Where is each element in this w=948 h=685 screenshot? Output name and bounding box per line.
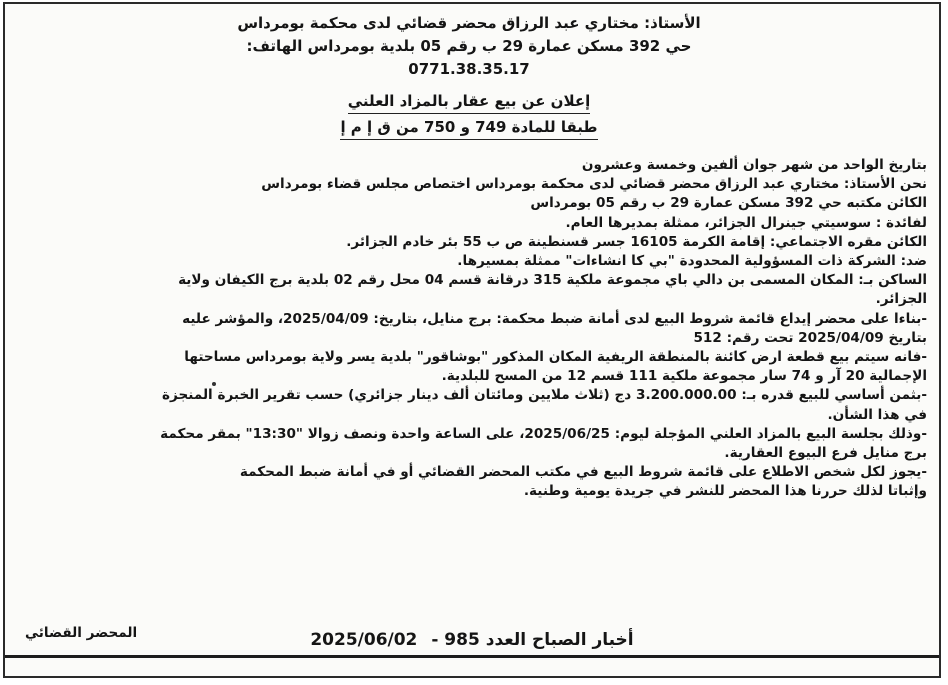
body-line: -بناءا على محضر إيداع قائمة شروط البيع لدى أمانة ضبط محكمة: برج منايل، بتاريخ: 2025/04/09، والمؤشر عليه (182, 310, 927, 327)
body-line: لفائدة : سوسيتي جينرال الجزائر، ممثلة بمديرها العام. (565, 214, 927, 231)
body-line: بتاريخ 2025/04/09 تحت رقم: 512 (693, 329, 927, 346)
bailiff-address-line: حي 392 مسكن عمارة 29 ب رقم 05 بلدية بومرداس الهاتف: 0771.38.35.17 (246, 37, 692, 78)
body-line: -يجوز لكل شخص الاطلاع على قائمة شروط البيع في مكتب المحضر القضائي أو في أمانة ضبط المحكمة (239, 464, 927, 481)
footer-divider (5, 655, 939, 658)
publication-date: 2025/06/02 (310, 630, 418, 650)
body-line: -بثمن أساسي للبيع قدره بـ: 3.200.000.00 دج (ثلاث ملايين ومائتان ألف دينار جزائري) حسب تقرير الخبرة المنجزة (162, 387, 927, 404)
notice-title (329, 90, 609, 140)
newspaper-issue: أخبار الصباح العدد 985 - (431, 630, 634, 650)
bailiff-header (189, 12, 749, 81)
body-line: نحن الأستاذ: مختاري عبد الرزاق محضر قضائي لدى محكمة بومرداس اختصاص مجلس قضاء بومرداس (261, 176, 927, 193)
scan-speck (212, 382, 216, 386)
body-line: الكائن مكتبه حي 392 مسكن عمارة 29 ب رقم 05 بومرداس (530, 195, 927, 212)
body-line: الجزائر. (875, 291, 927, 308)
body-line: -وذلك بجلسة البيع بالمزاد العلني المؤجلة ليوم: 2025/06/25، على الساعة واحدة ونصف زوالا "13:30" بمقر محكمة (160, 425, 927, 442)
body-line: الإجمالية 20 آر و 74 سار مجموعة ملكية 111 قسم 12 من المسح للبلدية. (441, 368, 927, 385)
bailiff-name-line: الأستاذ: مختاري عبد الرزاق محضر قضائي لدى محكمة بومرداس (237, 14, 701, 32)
body-line: -فانه سيتم بيع قطعة ارض كائنة بالمنطقة الريفية المكان المذكور "بوشاقور" بلدية يسر ولاية بومرداس مساحتها (184, 349, 927, 366)
notice-legal-basis-line: طبقا للمادة 749 و 750 من ق إ م إ (340, 116, 597, 140)
body-line: ضد: الشركة ذات المسؤولية المحدودة "بي كا انشاءات" ممثلة بمسيرها. (457, 253, 927, 270)
body-line: وإثباتا لذلك حررنا هذا المحضر للنشر في جريدة يومية وطنية. (523, 483, 927, 500)
body-line: بتاريخ الواحد من شهر جوان ألفين وخمسة وعشرون (581, 157, 927, 173)
notice-body (5, 156, 927, 502)
body-line: برج منايل فرع البيوع العقارية. (724, 445, 927, 462)
body-line: في هذا الشأن. (827, 406, 927, 423)
signature: المحضر القضائي (25, 625, 138, 641)
body-line: الكائن مقره الاجتماعي: إقامة الكرمة 16105 جسر قسنطينة ص ب 55 بئر خادم الجزائر. (346, 233, 927, 250)
notice-sheet (3, 2, 941, 678)
newspaper-footer (5, 630, 939, 650)
notice-title-line: إعلان عن بيع عقار بالمزاد العلني (348, 90, 591, 114)
body-line: الساكن بـ: المكان المسمى بن دالي باي مجموعة ملكية 315 درقانة قسم 04 محل رقم 02 بلدية برج الكيفان ولاية (178, 272, 927, 289)
